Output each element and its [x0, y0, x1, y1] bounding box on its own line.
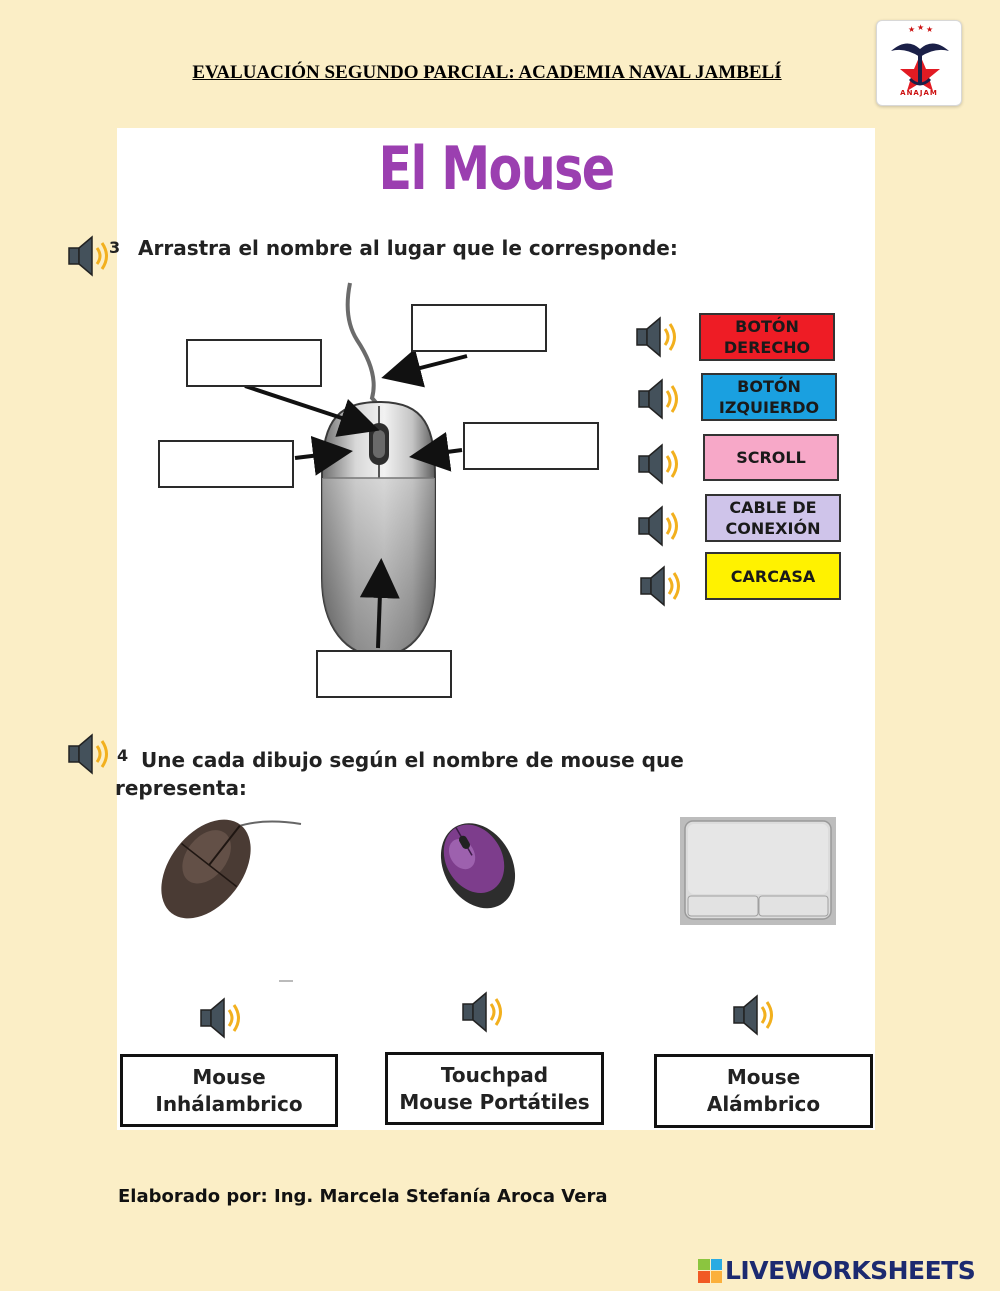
- label-cable[interactable]: [705, 494, 841, 542]
- answer-wireless-line1: Mouse: [192, 1064, 266, 1089]
- decor-dash: [279, 980, 293, 982]
- answer-touchpad-line1: Touchpad: [440, 1062, 549, 1087]
- speaker-icon[interactable]: [731, 991, 779, 1039]
- speaker-icon[interactable]: [66, 730, 114, 778]
- speaker-icon[interactable]: [638, 562, 686, 610]
- speaker-icon[interactable]: [66, 232, 114, 280]
- answer-box-touchpad[interactable]: [385, 1052, 604, 1125]
- question3-number: 3: [109, 238, 121, 257]
- question4-text-line2: representa:: [115, 776, 247, 800]
- label-left-button-text: BOTÓN IZQUIERDO: [718, 377, 820, 417]
- speaker-icon[interactable]: [636, 440, 684, 488]
- worksheet-panel: [109, 128, 875, 1130]
- answer-box-wired[interactable]: [654, 1054, 873, 1128]
- drop-zone-right-button[interactable]: [463, 422, 599, 470]
- speaker-icon[interactable]: [636, 375, 684, 423]
- page-header-title: EVALUACIÓN SEGUNDO PARCIAL: ACADEMIA NAVAL JAMBELÍ: [192, 62, 782, 83]
- logo-text: ANAJAM: [900, 89, 938, 97]
- svg-text:★: ★: [908, 25, 916, 34]
- touchpad-image: [679, 816, 837, 926]
- liveworksheets-logo-icon: [698, 1259, 722, 1283]
- svg-text:★: ★: [917, 23, 925, 32]
- worksheet-title: El Mouse: [378, 134, 614, 204]
- label-body[interactable]: [705, 552, 841, 600]
- speaker-icon[interactable]: [636, 502, 684, 550]
- label-cable-text: CABLE DE CONEXIÓN: [725, 498, 821, 538]
- drop-zone-cable[interactable]: [411, 304, 547, 352]
- answer-wired-line2: Alámbrico: [706, 1092, 821, 1116]
- academy-emblem-icon: [877, 21, 963, 91]
- question3-text: Arrastra el nombre al lugar que le corresponde:: [138, 236, 678, 260]
- label-scroll-text: SCROLL: [736, 448, 806, 467]
- wireless-mouse-image: [427, 814, 527, 914]
- liveworksheets-brand[interactable]: [698, 1256, 975, 1285]
- academy-logo: [876, 20, 962, 106]
- label-right-button[interactable]: [699, 313, 835, 361]
- label-body-text: CARCASA: [730, 566, 816, 586]
- label-left-button[interactable]: [701, 373, 837, 421]
- answer-wireless-line2: Inhálambrico: [155, 1091, 303, 1116]
- svg-text:★: ★: [926, 25, 934, 34]
- answer-wired-line1: Mouse: [726, 1065, 801, 1089]
- drop-zone-body[interactable]: [316, 650, 452, 698]
- drop-zone-scroll[interactable]: [186, 339, 322, 387]
- speaker-icon[interactable]: [198, 994, 246, 1042]
- speaker-icon[interactable]: [460, 988, 508, 1036]
- label-right-button-text: BOTÓN DERECHO: [723, 317, 811, 357]
- author-credit: Elaborado por: Ing. Marcela Stefanía Aroca Vera: [118, 1186, 608, 1207]
- speaker-icon[interactable]: [634, 313, 682, 361]
- label-scroll[interactable]: [703, 434, 839, 481]
- brand-text: LIVEWORKSHEETS: [725, 1256, 976, 1285]
- question4-number: 4: [117, 746, 129, 765]
- wired-mouse-image: [151, 814, 311, 924]
- answer-box-wireless[interactable]: [120, 1054, 338, 1127]
- answer-touchpad-line2: Mouse Portátiles: [399, 1089, 590, 1114]
- question4-text-line1: Une cada dibujo según el nombre de mouse que: [141, 748, 684, 772]
- drop-zone-left-button[interactable]: [158, 440, 294, 488]
